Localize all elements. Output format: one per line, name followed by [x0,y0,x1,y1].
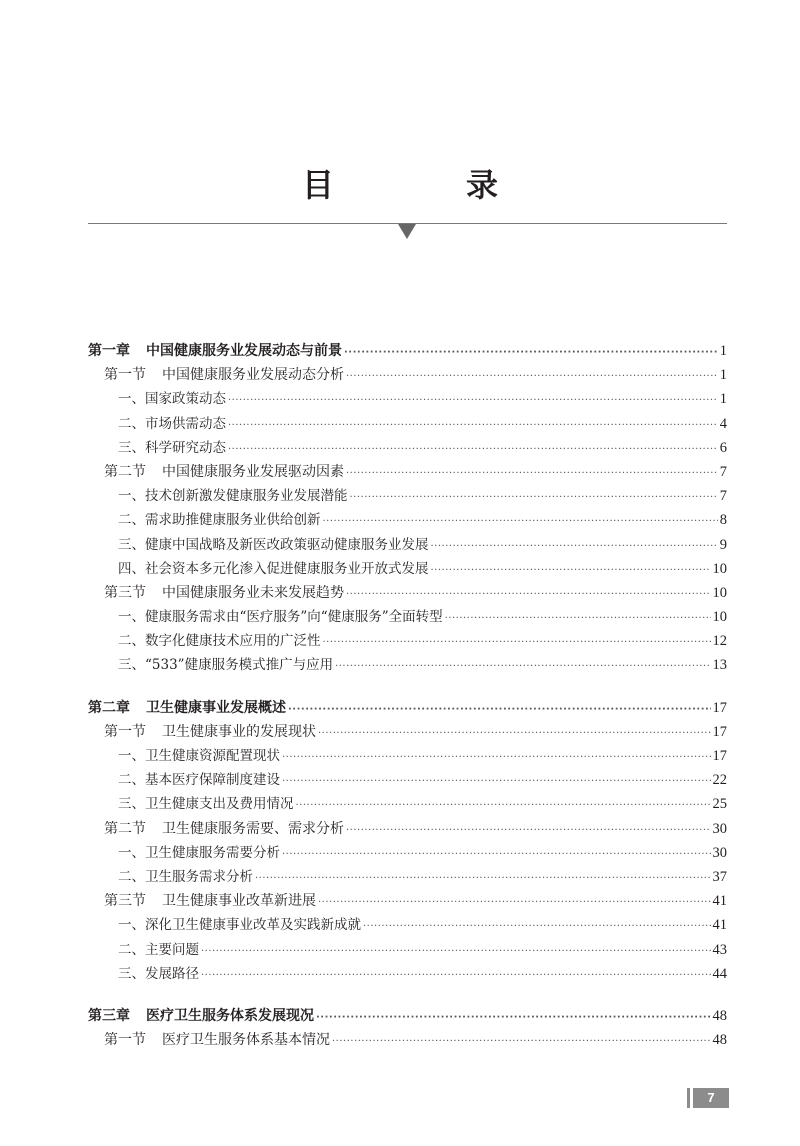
section-title: 中国健康服务业未来发展趋势 [162,584,344,601]
chapter-label: 第二章 [88,699,130,716]
item-title: 二、基本医疗保障制度建设 [118,772,280,789]
page-ref: 10 [712,609,727,626]
dot-leader [282,746,711,770]
page-ref: 43 [712,941,727,958]
item-title: 四、社会资本多元化渗入促进健康服务业开放式发展 [118,560,429,577]
dot-leader [346,462,718,486]
dot-leader [346,819,711,843]
toc-entry-item[interactable] [88,484,727,508]
page-ref: 25 [712,796,727,813]
page-ref: 17 [712,699,727,716]
dot-leader [228,414,718,438]
page-title: 目 录 [301,166,548,204]
page-ref: 7 [719,463,727,480]
toc-entry-item[interactable] [88,938,727,962]
page-ref: 10 [712,560,727,577]
toc-entry-chapter[interactable] [88,696,727,720]
page-ref: 12 [712,633,727,650]
section-title: 医疗卫生服务体系基本情况 [162,1032,330,1049]
item-title: 一、国家政策动态 [118,391,226,408]
toc-entry-section[interactable] [88,581,727,605]
toc-entry-item[interactable] [88,841,727,865]
item-title: 三、健康中国战略及新医改政策驱动健康服务业发展 [118,536,429,553]
dot-leader [318,891,711,915]
toc-entry-item[interactable] [88,653,727,677]
page-ref: 10 [712,584,727,601]
toc-entry-section[interactable] [88,1028,727,1052]
chapter-label: 第一章 [88,343,130,359]
dot-leader [228,438,718,462]
page-ref: 41 [712,917,727,934]
toc-entry-chapter[interactable] [88,1004,727,1028]
toc-entry-item[interactable] [88,962,727,986]
toc-entry-item[interactable] [88,768,727,792]
dot-leader [318,722,711,746]
page-ref: 37 [712,868,727,885]
page-ref: 1 [719,343,727,359]
dot-leader [323,631,711,655]
dot-leader [431,559,711,583]
toc-entry-section[interactable] [88,889,727,913]
page-ref: 48 [712,1007,727,1024]
page-ref: 8 [719,512,727,529]
item-title: 一、深化卫生健康事业改革及实践新成就 [118,917,361,934]
toc-entry-item[interactable] [88,557,727,581]
toc-entry-item[interactable] [88,865,727,889]
item-title: 三、发展路径 [118,965,199,982]
chapter-title: 卫生健康事业发展概述 [146,699,286,716]
table-of-contents [88,339,727,1070]
page-ref: 17 [712,723,727,740]
dot-leader [332,1030,711,1054]
dot-leader [316,1006,711,1030]
dot-leader [255,867,711,891]
dot-leader [350,486,718,510]
toc-entry-section[interactable] [88,817,727,841]
toc-entry-item[interactable] [88,744,727,768]
page-ref: 9 [719,536,727,553]
page-ref: 48 [712,1032,727,1049]
chapter-label: 第三章 [88,1007,130,1024]
toc-entry-item[interactable] [88,913,727,937]
chapter-title: 中国健康服务业发展动态与前景 [146,343,342,359]
section-title: 中国健康服务业发展驱动因素 [162,463,344,480]
item-title: 二、数字化健康技术应用的广泛性 [118,633,321,650]
toc-entry-item[interactable] [88,605,727,629]
section-label: 第二节 [104,463,146,480]
dot-leader [282,843,711,867]
page-ref: 22 [712,772,727,789]
dot-leader [288,698,711,722]
chapter-1 [88,339,727,678]
section-title: 卫生健康服务需要、需求分析 [162,820,344,837]
page-ref: 7 [719,488,727,505]
item-title: 一、健康服务需求由“医疗服务”向“健康服务”全面转型 [118,609,443,626]
item-title: 二、需求助推健康服务业供给创新 [118,512,321,529]
page-ref: 13 [712,657,727,674]
toc-entry-item[interactable] [88,387,727,411]
dot-leader [335,655,710,679]
chapter-title: 医疗卫生服务体系发展现况 [146,1007,314,1024]
dot-leader [282,770,711,794]
item-title: 三、卫生健康支出及费用情况 [118,796,294,813]
triangle-marker-icon [398,224,416,239]
chapter-3 [88,1004,727,1052]
item-title: 一、卫生健康服务需要分析 [118,844,280,861]
toc-entry-item[interactable] [88,508,727,532]
dot-leader [346,365,718,389]
toc-entry-item[interactable] [88,436,727,460]
dot-leader [445,607,711,631]
section-label: 第一节 [104,367,146,384]
item-title: 二、主要问题 [118,941,199,958]
toc-entry-item[interactable] [88,412,727,436]
item-title: 三、科学研究动态 [118,439,226,456]
page-number-badge: 7 [693,1088,729,1108]
toc-entry-item[interactable] [88,533,727,557]
page-ref: 4 [719,415,727,432]
section-label: 第三节 [104,893,146,910]
toc-entry-section[interactable] [88,363,727,387]
toc-entry-chapter[interactable] [88,339,727,363]
page-ref: 30 [712,820,727,837]
page-ref: 1 [719,367,727,384]
page-ref: 44 [712,965,727,982]
dot-leader [363,915,711,939]
dot-leader [201,964,711,988]
dot-leader [201,940,711,964]
section-label: 第一节 [104,723,146,740]
page-ref: 6 [719,439,727,456]
section-label: 第二节 [104,820,146,837]
item-title: 三、“533”健康服务模式推广与应用 [118,657,334,674]
page-ref: 41 [712,893,727,910]
dot-leader [323,510,718,534]
item-title: 一、技术创新激发健康服务业发展潜能 [118,488,348,505]
section-title: 卫生健康事业改革新进展 [162,893,316,910]
dot-leader [346,583,711,607]
section-title: 卫生健康事业的发展现状 [162,723,316,740]
page-ref: 17 [712,748,727,764]
chapter-2 [88,696,727,986]
dot-leader [228,389,718,413]
dot-leader [344,341,718,365]
toc-entry-item[interactable] [88,629,727,653]
item-title: 二、市场供需动态 [118,415,226,432]
section-label: 第一节 [104,1032,146,1049]
toc-entry-section[interactable] [88,460,727,484]
page-ref: 30 [712,844,727,861]
item-title: 一、卫生健康资源配置现状 [118,748,280,764]
toc-entry-item[interactable] [88,792,727,816]
item-title: 二、卫生服务需求分析 [118,868,253,885]
section-label: 第三节 [104,584,146,601]
page-ref: 1 [719,391,727,408]
section-title: 中国健康服务业发展动态分析 [162,367,344,384]
dot-leader [431,535,718,559]
dot-leader [296,794,711,818]
toc-entry-section[interactable] [88,720,727,744]
